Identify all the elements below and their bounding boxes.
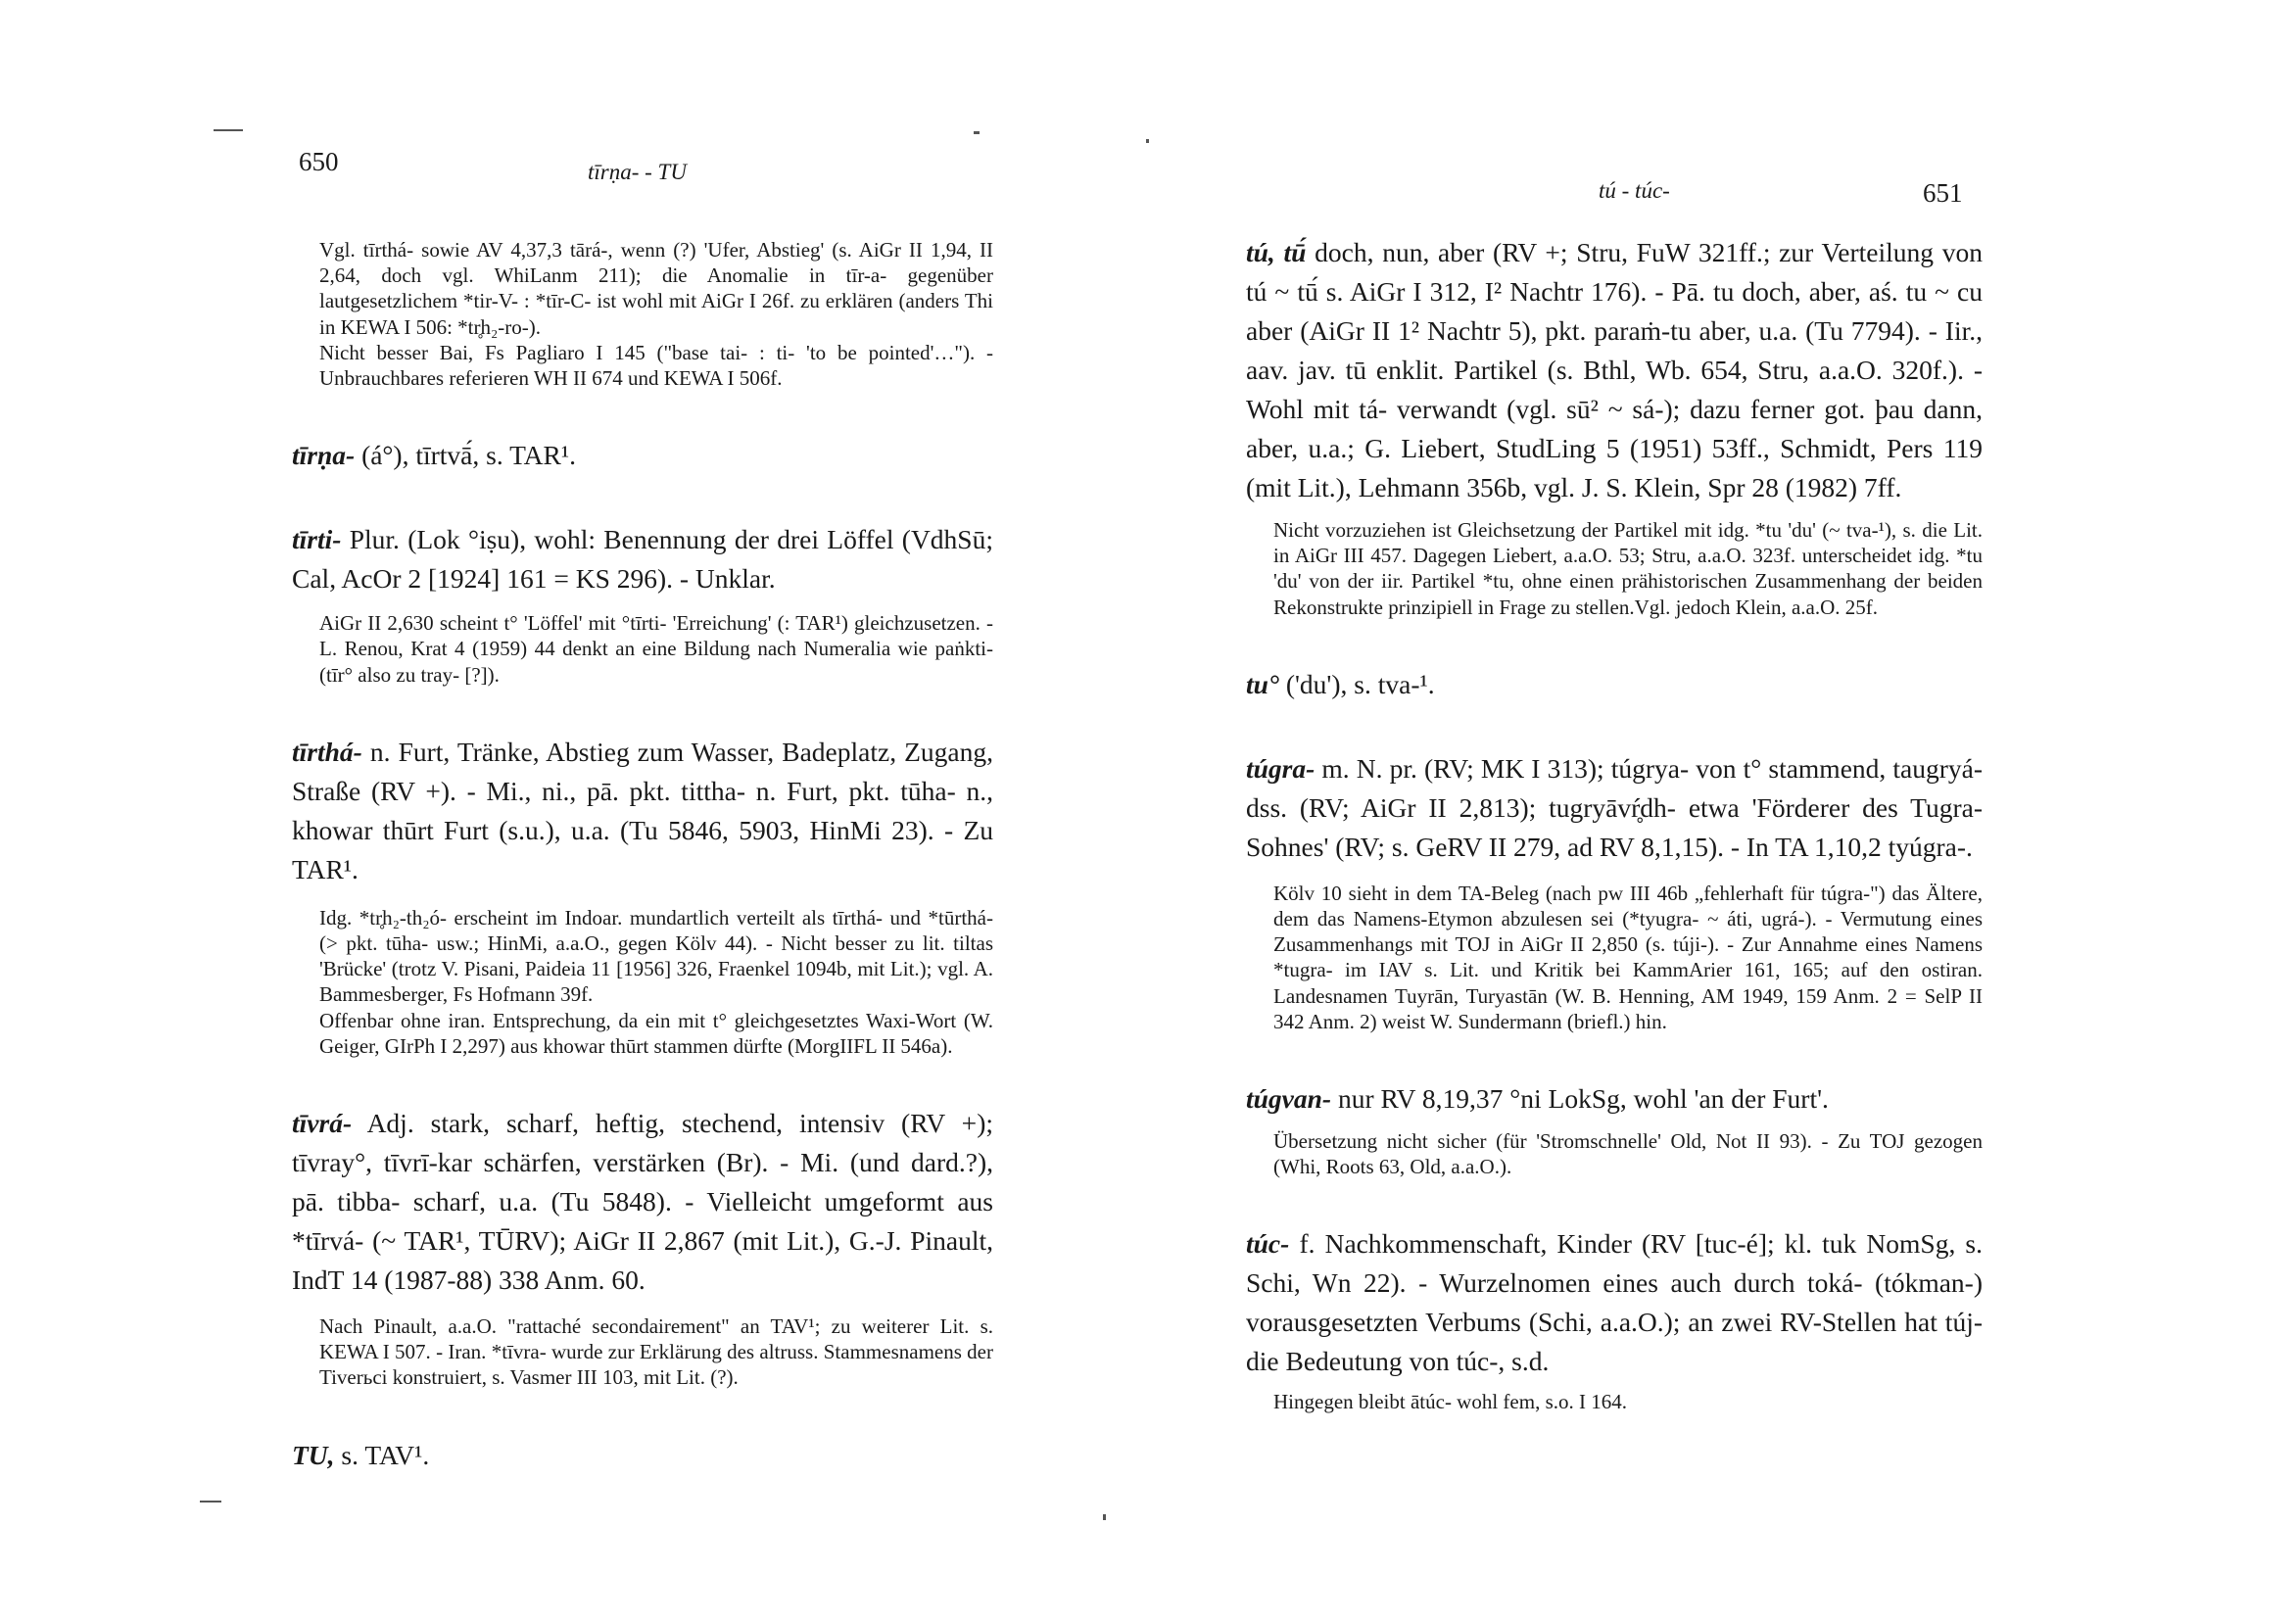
running-head: tú - túc- (1599, 178, 1670, 203)
note-paragraph: Übersetzung nicht sicher (für 'Stromschnelle' Old, Not II 93). - Zu TOJ gezogen (Whi, Roots 63, Old, a.a.O.). (1273, 1129, 1983, 1179)
entry-body: Plur. (Lok °iṣu), wohl: Benennung der drei Löffel (VdhSū; Cal, AcOr 2 [1924] 161 = KS 296). - Unklar. (292, 524, 993, 595)
dictionary-entry (292, 733, 993, 889)
dictionary-entry (1246, 749, 1983, 867)
entry-body: Adj. stark, scharf, heftig, stechend, intensiv (RV +); tīvray°, tīvrī-kar schärfen, verstärken (Br). - Mi. (und dard.?), pā. tibba- scharf, u.a. (Tu 5848). - Vielleicht umgeformt aus *tīrvá- (~ TAR¹, TŪRV); AiGr II 2,867 (mit Lit.), G.-J. Pinault, IndT 14 (1987-88) 338 Anm. 60. (292, 1108, 993, 1296)
note-paragraph: Hingegen bleibt ātúc- wohl fem, s.o. I 164. (1273, 1390, 1627, 1414)
entry-body: m. N. pr. (RV; MK I 313); túgrya- von t° stammend, taugryá- dss. (RV; AiGr II 2,813); tugryāvŕ̥dh- etwa 'Förderer des Tugra-Sohnes' (RV; s. GeRV II 279, ad RV 8,1,15). - In TA 1,10,2 tyúgra-. (1246, 752, 1984, 862)
note-paragraph: Nicht vorzuziehen ist Gleichsetzung der Partikel mit idg. *tu 'du' (~ tva-¹), s. die Lit. in AiGr III 457. Dagegen Liebert, a.a.O. 53; Stru, a.a.O. 323f. unterscheidet idg. *tu 'du' von der iir. Partikel *tu, ohne einen prähistorischen Zusammenhang der beiden Rekonstrukte prinzipiell in Frage zu stellen.Vgl. jedoch Klein, a.a.O. 25f. (1273, 518, 1983, 619)
dictionary-entry (1246, 665, 1983, 704)
entry-body: doch, nun, aber (RV +; Stru, FuW 321ff.; zur Verteilung von tú ~ tū́ s. AiGr I 312, I² Nachtr 176). - Pā. tu doch, aber, aś. tu ~ cu aber (AiGr II 1² Nachtr 5), pkt. paraṁ-tu aber, u.a. (Tu 7794). - Iir., aav. jav. tū enklit. Partikel (s. Bthl, Wb. 654, Stru, a.a.O. 320f.). - Wohl mit tá- verwandt (vgl. sū² ~ sá-); dazu ferner got. þau dann, aber, u.a.; G. Liebert, StudLing 5 (1951) 53ff., Schmidt, Pers 119 (mit Lit.), Lehmann 356b, vgl. J. S. Klein, Spr 28 (1982) 7ff. (1246, 237, 1983, 502)
entry-body: f. Nachkommenschaft, Kinder (RV [tuc-é]; kl. tuk NomSg, s. Schi, Wn 22). - Wurzelnomen eines auch durch toká- (tókman-) vorausgesetzten Verbums (Schi, a.a.O.); an zwei RV-Stellen hat túj- die Bedeutung von túc-, s.d. (1246, 1228, 1984, 1377)
dictionary-entry (1246, 233, 1983, 507)
text-column (1246, 233, 1983, 1415)
entry-headword: tu° (1246, 668, 1279, 699)
right-page (1148, 0, 2296, 1622)
dictionary-entry (292, 1436, 993, 1475)
text-column (292, 237, 993, 1475)
dictionary-entry (292, 436, 993, 475)
scan-mark (1103, 1514, 1106, 1520)
entry-body: (á°), tīrtvā́, s. TAR¹. (361, 440, 576, 471)
scan-mark (974, 131, 980, 134)
entry-headword: túgvan- (1246, 1083, 1332, 1115)
entry-headword: tīrti- (292, 524, 342, 555)
scan-mark (1146, 139, 1149, 143)
entry-body: s. TAV¹. (341, 1439, 430, 1470)
note-paragraph: Kölv 10 sieht in dem TA-Beleg (nach pw III 46b „fehlerhaft für túgra-") das Ältere, dem das Namens-Etymon abzulesen sei (*tyugra- ~ áti, ugrá-). - Vermutung eines Zusammenhangs mit TOJ in AiGr II 2,850 (s. túji-). - Zur Annahme eines Namens *tugra- im IAV s. Lit. und Kritik bei KammArier 161, 165; auf den ostiran. Landesnamen Tuyrān, Turyastān (W. B. Henning, AM 1949, 159 Anm. 2 = SelP II 342 Anm. 2) weist W. Sundermann (briefl.) hin. (1273, 881, 1983, 1033)
entry-headword: tīvrá- (292, 1108, 353, 1139)
note-paragraph: Offenbar ohne iran. Entsprechung, da ein mit t° gleichgesetztes Waxi-Wort (W. Geiger, GIrPh I 2,297) aus khowar thūrt stammen dürfte (MorgIIFL II 546a). (319, 1008, 993, 1058)
entry-headword: túgra- (1246, 752, 1315, 784)
entry-headword: TU, (292, 1439, 335, 1470)
dictionary-entry (1246, 1224, 1983, 1381)
entry-headword: tú, tū́ (1246, 237, 1307, 267)
running-head: tīrṇa- - TU (588, 160, 687, 184)
note-paragraph: Nicht besser Bai, Fs Pagliaro I 145 ("base tai- : ti- 'to be pointed'…"). - Unbrauchbares referieren WH II 674 und KEWA I 506f. (319, 340, 993, 391)
note-paragraph: Vgl. tīrthá- sowie AV 4,37,3 tārá-, wenn (?) 'Ufer, Abstieg' (s. AiGr II 1,94, II 2,64, doch vgl. WhiLanm 211); die Anomalie in tīr-a- gegenüber lautgesetzlichem *tir-V- : *tīr-C- ist wohl mit AiGr I 26f. zu erklären (anders Thi in KEWA I 506: *tr̥h₂-ro-). (319, 238, 993, 339)
entry-body: nur RV 8,19,37 °ni LokSg, wohl 'an der Furt'. (1337, 1083, 1829, 1115)
page-number: 650 (299, 147, 339, 176)
note-paragraph: Nach Pinault, a.a.O. "rattaché secondairement" an TAV¹; zu weiterer Lit. s. KEWA I 507. - Iran. *tīvra- wurde zur Erklärung des altruss. Stammesnamens der Tiverьci konstruiert, s. Vasmer III 103, mit Lit. (?). (319, 1314, 993, 1390)
entry-headword: tīrṇa- (292, 440, 356, 471)
entry-headword: tīrthá- (292, 736, 362, 767)
scan-mark (200, 1501, 221, 1503)
note-paragraph: AiGr II 2,630 scheint t° 'Löffel' mit °tīrti- 'Erreichung' (: TAR¹) gleichzusetzen. - L. Renou, Krat 4 (1959) 44 denkt an eine Bildung nach Numeralia wie paṅkti- (tīr° also zu tray- [?]). (319, 611, 993, 687)
dictionary-entry (1246, 1079, 1983, 1119)
page-number: 651 (1923, 178, 1963, 208)
entry-body: ('du'), s. tva-¹. (1285, 668, 1435, 699)
note-paragraph: Idg. *tr̥h₂-th₂ó- erscheint im Indoar. mundartlich verteilt als tīrthá- und *tūrthá- (> pkt. tūha- usw.; HinMi, a.a.O., gegen Kölv 44). - Nicht besser zu lit. tiltas 'Brücke' (trotz V. Pisani, Paideia 11 [1956] 326, Fraenkel 1094b, mit Lit.); vgl. A. Bammesberger, Fs Hofmann 39f. (319, 905, 993, 1007)
entry-headword: túc- (1246, 1228, 1290, 1260)
dictionary-entry (292, 1104, 993, 1300)
dictionary-entry (292, 520, 993, 598)
entry-body: n. Furt, Tränke, Abstieg zum Wasser, Badeplatz, Zugang, Straße (RV +). - Mi., ni., pā. pkt. tittha- n. Furt, pkt. tūha- n., khowar thūrt Furt (s.u.), u.a. (Tu 5846, 5903, HinMi 23). - Zu TAR¹. (292, 736, 994, 884)
scan-mark (214, 129, 243, 131)
